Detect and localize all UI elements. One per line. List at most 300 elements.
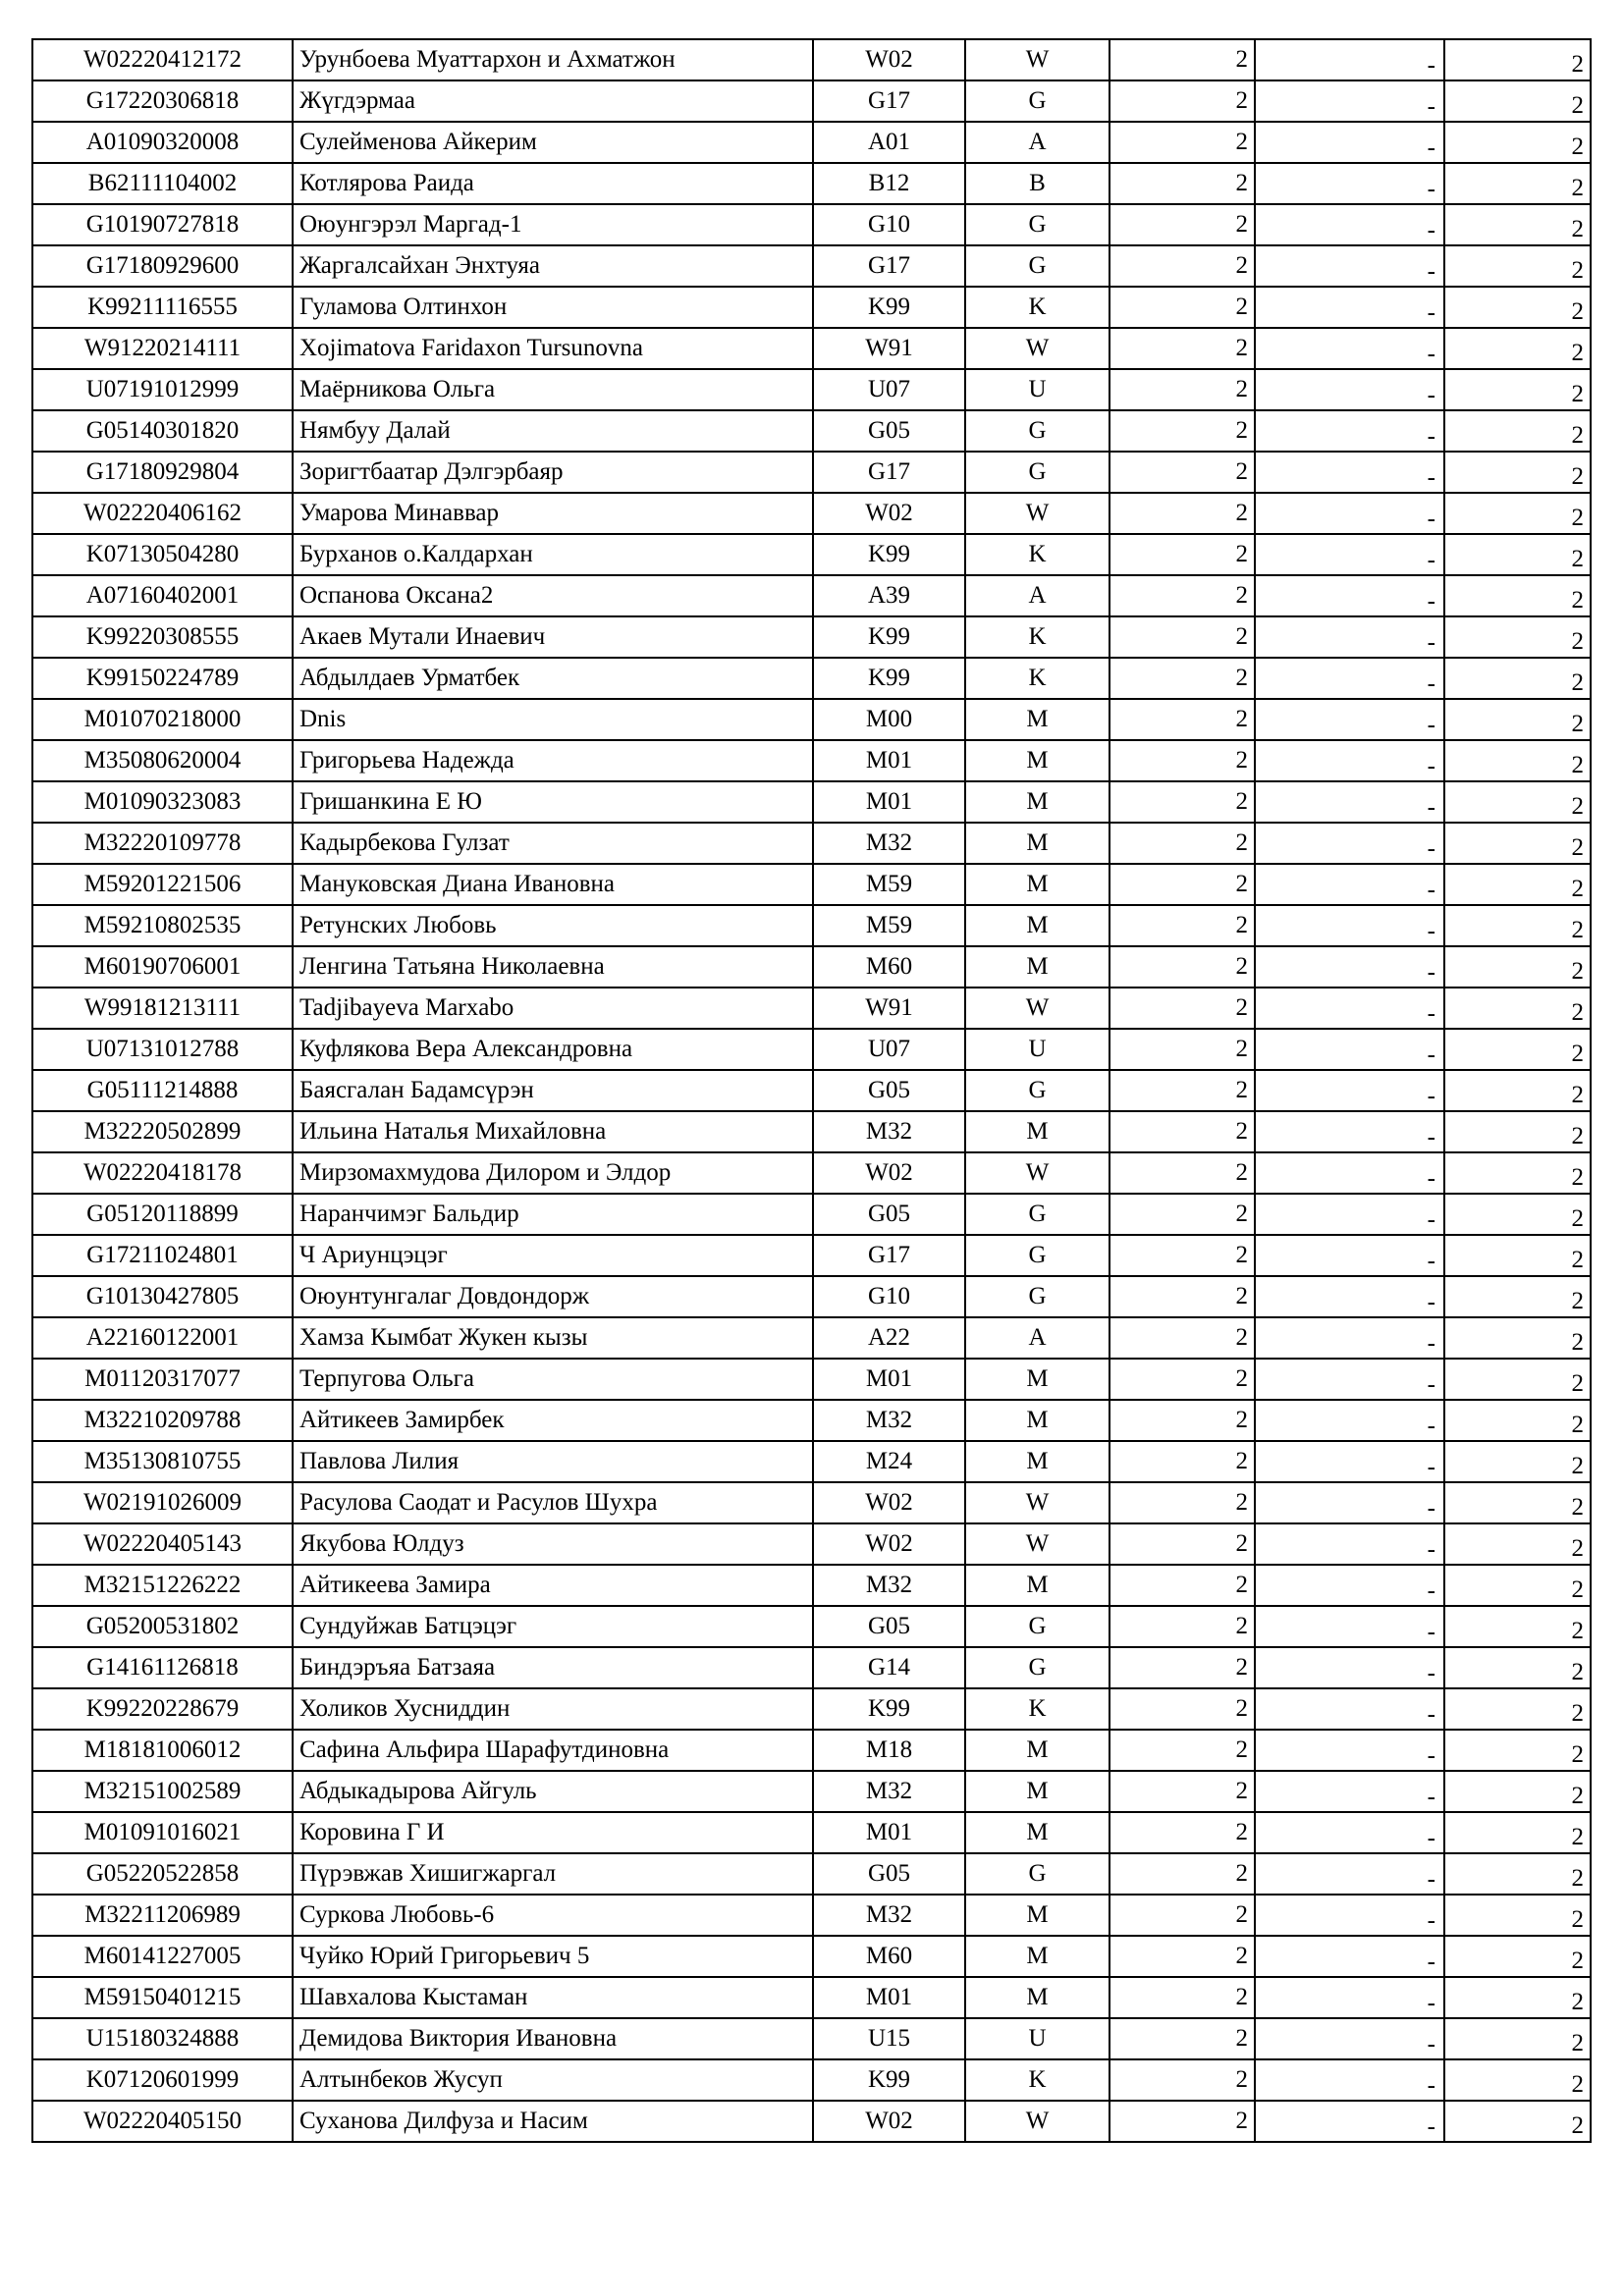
empty-value-cell: -: [1255, 2059, 1444, 2101]
table-row: [32, 287, 1591, 328]
empty-value-cell: -: [1255, 1688, 1444, 1730]
total-cell: 2: [1444, 658, 1591, 699]
table-row: [32, 1812, 1591, 1853]
empty-value-cell: -: [1255, 369, 1444, 410]
region-letter-cell: W: [965, 493, 1110, 534]
quantity-cell: 2: [1110, 2059, 1255, 2101]
total-cell: 2: [1444, 2101, 1591, 2142]
quantity-cell: 2: [1110, 1812, 1255, 1853]
group-code-cell: G17: [813, 1235, 965, 1276]
quantity-cell: 2: [1110, 1977, 1255, 2018]
total-cell: 2: [1444, 823, 1591, 864]
table-row: [32, 1152, 1591, 1194]
member-name-cell: Ч Ариунцэцэг: [293, 1235, 813, 1276]
quantity-cell: 2: [1110, 1235, 1255, 1276]
member-name-cell: Сулейменова Айкерим: [293, 122, 813, 163]
member-id-cell: M01120317077: [32, 1359, 293, 1400]
total-cell: 2: [1444, 493, 1591, 534]
total-cell: 2: [1444, 1441, 1591, 1482]
region-letter-cell: G: [965, 204, 1110, 245]
table-row: [32, 1895, 1591, 1936]
table-row: [32, 946, 1591, 988]
member-name-cell: Суханова Дилфуза и Насим: [293, 2101, 813, 2142]
total-cell: 2: [1444, 245, 1591, 287]
total-cell: 2: [1444, 781, 1591, 823]
group-code-cell: K99: [813, 1688, 965, 1730]
total-cell: 2: [1444, 988, 1591, 1029]
quantity-cell: 2: [1110, 1111, 1255, 1152]
region-letter-cell: M: [965, 1400, 1110, 1441]
region-letter-cell: W: [965, 328, 1110, 369]
empty-value-cell: -: [1255, 1730, 1444, 1771]
total-cell: 2: [1444, 1152, 1591, 1194]
group-code-cell: G10: [813, 204, 965, 245]
quantity-cell: 2: [1110, 1565, 1255, 1606]
member-id-cell: G17180929804: [32, 452, 293, 493]
region-letter-cell: M: [965, 823, 1110, 864]
member-id-cell: G14161126818: [32, 1647, 293, 1688]
member-name-cell: Нямбуу Далай: [293, 410, 813, 452]
member-id-cell: U15180324888: [32, 2018, 293, 2059]
table-row: [32, 1606, 1591, 1647]
quantity-cell: 2: [1110, 1523, 1255, 1565]
member-name-cell: Коровина Г И: [293, 1812, 813, 1853]
region-letter-cell: M: [965, 1441, 1110, 1482]
region-letter-cell: W: [965, 1523, 1110, 1565]
total-cell: 2: [1444, 122, 1591, 163]
group-code-cell: M18: [813, 1730, 965, 1771]
empty-value-cell: -: [1255, 80, 1444, 122]
member-id-cell: M59150401215: [32, 1977, 293, 2018]
empty-value-cell: -: [1255, 1276, 1444, 1317]
quantity-cell: 2: [1110, 204, 1255, 245]
table-row: [32, 740, 1591, 781]
region-letter-cell: G: [965, 1070, 1110, 1111]
quantity-cell: 2: [1110, 616, 1255, 658]
empty-value-cell: -: [1255, 204, 1444, 245]
empty-value-cell: -: [1255, 1441, 1444, 1482]
members-table: [31, 38, 1592, 2143]
group-code-cell: A22: [813, 1317, 965, 1359]
region-letter-cell: W: [965, 2101, 1110, 2142]
table-row: [32, 122, 1591, 163]
member-id-cell: K99150224789: [32, 658, 293, 699]
member-name-cell: Урунбоева Муаттархон и Ахматжон: [293, 39, 813, 80]
member-name-cell: Сафина Альфира Шарафутдиновна: [293, 1730, 813, 1771]
table-row: [32, 1688, 1591, 1730]
empty-value-cell: -: [1255, 1482, 1444, 1523]
region-letter-cell: M: [965, 1812, 1110, 1853]
quantity-cell: 2: [1110, 245, 1255, 287]
table-row: [32, 163, 1591, 204]
empty-value-cell: -: [1255, 1152, 1444, 1194]
member-name-cell: Шавхалова Кыстаман: [293, 1977, 813, 2018]
member-id-cell: W02220405143: [32, 1523, 293, 1565]
quantity-cell: 2: [1110, 1895, 1255, 1936]
total-cell: 2: [1444, 1070, 1591, 1111]
region-letter-cell: M: [965, 864, 1110, 905]
region-letter-cell: M: [965, 781, 1110, 823]
quantity-cell: 2: [1110, 1029, 1255, 1070]
table-row: [32, 204, 1591, 245]
region-letter-cell: M: [965, 1730, 1110, 1771]
region-letter-cell: B: [965, 163, 1110, 204]
region-letter-cell: G: [965, 80, 1110, 122]
region-letter-cell: G: [965, 1235, 1110, 1276]
total-cell: 2: [1444, 534, 1591, 575]
empty-value-cell: -: [1255, 1400, 1444, 1441]
total-cell: 2: [1444, 1977, 1591, 2018]
quantity-cell: 2: [1110, 534, 1255, 575]
quantity-cell: 2: [1110, 163, 1255, 204]
quantity-cell: 2: [1110, 39, 1255, 80]
total-cell: 2: [1444, 410, 1591, 452]
total-cell: 2: [1444, 39, 1591, 80]
total-cell: 2: [1444, 1359, 1591, 1400]
table-row: [32, 1936, 1591, 1977]
quantity-cell: 2: [1110, 122, 1255, 163]
member-name-cell: Бурханов о.Калдархан: [293, 534, 813, 575]
table-row: [32, 781, 1591, 823]
total-cell: 2: [1444, 616, 1591, 658]
empty-value-cell: -: [1255, 1029, 1444, 1070]
table-row: [32, 369, 1591, 410]
table-row: [32, 1523, 1591, 1565]
total-cell: 2: [1444, 1730, 1591, 1771]
region-letter-cell: M: [965, 1111, 1110, 1152]
table-row: [32, 1400, 1591, 1441]
region-letter-cell: M: [965, 1936, 1110, 1977]
region-letter-cell: U: [965, 2018, 1110, 2059]
member-name-cell: Жүгдэрмаа: [293, 80, 813, 122]
member-id-cell: G10190727818: [32, 204, 293, 245]
group-code-cell: K99: [813, 616, 965, 658]
member-name-cell: Демидова Виктория Ивановна: [293, 2018, 813, 2059]
group-code-cell: M01: [813, 781, 965, 823]
empty-value-cell: -: [1255, 1977, 1444, 2018]
quantity-cell: 2: [1110, 1441, 1255, 1482]
member-name-cell: Куфлякова Вера Александровна: [293, 1029, 813, 1070]
member-name-cell: Оюунтунгалаг Довдондорж: [293, 1276, 813, 1317]
member-id-cell: M35130810755: [32, 1441, 293, 1482]
total-cell: 2: [1444, 452, 1591, 493]
member-id-cell: M60141227005: [32, 1936, 293, 1977]
total-cell: 2: [1444, 369, 1591, 410]
region-letter-cell: M: [965, 905, 1110, 946]
total-cell: 2: [1444, 1400, 1591, 1441]
quantity-cell: 2: [1110, 946, 1255, 988]
region-letter-cell: A: [965, 122, 1110, 163]
group-code-cell: K99: [813, 287, 965, 328]
empty-value-cell: -: [1255, 1235, 1444, 1276]
group-code-cell: B12: [813, 163, 965, 204]
member-id-cell: G05111214888: [32, 1070, 293, 1111]
group-code-cell: G17: [813, 80, 965, 122]
group-code-cell: M59: [813, 864, 965, 905]
table-row: [32, 823, 1591, 864]
empty-value-cell: -: [1255, 1936, 1444, 1977]
member-id-cell: G10130427805: [32, 1276, 293, 1317]
total-cell: 2: [1444, 1523, 1591, 1565]
member-name-cell: Мануковская Диана Ивановна: [293, 864, 813, 905]
group-code-cell: K99: [813, 658, 965, 699]
quantity-cell: 2: [1110, 2101, 1255, 2142]
member-id-cell: W02220412172: [32, 39, 293, 80]
total-cell: 2: [1444, 1317, 1591, 1359]
empty-value-cell: -: [1255, 658, 1444, 699]
member-name-cell: Ильина Наталья Михайловна: [293, 1111, 813, 1152]
quantity-cell: 2: [1110, 1688, 1255, 1730]
quantity-cell: 2: [1110, 575, 1255, 616]
region-letter-cell: U: [965, 1029, 1110, 1070]
member-id-cell: G05120118899: [32, 1194, 293, 1235]
member-name-cell: Котлярова Раида: [293, 163, 813, 204]
member-id-cell: A01090320008: [32, 122, 293, 163]
member-name-cell: Расулова Саодат и Расулов Шухра: [293, 1482, 813, 1523]
member-name-cell: Чуйко Юрий Григорьевич 5: [293, 1936, 813, 1977]
total-cell: 2: [1444, 1276, 1591, 1317]
member-id-cell: M01091016021: [32, 1812, 293, 1853]
region-letter-cell: G: [965, 1194, 1110, 1235]
empty-value-cell: -: [1255, 287, 1444, 328]
quantity-cell: 2: [1110, 1317, 1255, 1359]
region-letter-cell: M: [965, 1977, 1110, 2018]
table-row: [32, 1482, 1591, 1523]
empty-value-cell: -: [1255, 39, 1444, 80]
total-cell: 2: [1444, 575, 1591, 616]
group-code-cell: M01: [813, 1977, 965, 2018]
member-name-cell: Абдыкадырова Айгуль: [293, 1771, 813, 1812]
region-letter-cell: U: [965, 369, 1110, 410]
table-row: [32, 410, 1591, 452]
empty-value-cell: -: [1255, 410, 1444, 452]
member-id-cell: G17220306818: [32, 80, 293, 122]
member-id-cell: W91220214111: [32, 328, 293, 369]
region-letter-cell: W: [965, 39, 1110, 80]
group-code-cell: G05: [813, 1194, 965, 1235]
group-code-cell: M32: [813, 1565, 965, 1606]
table-row: [32, 988, 1591, 1029]
empty-value-cell: -: [1255, 2018, 1444, 2059]
empty-value-cell: -: [1255, 1853, 1444, 1895]
region-letter-cell: G: [965, 1276, 1110, 1317]
member-id-cell: W02220418178: [32, 1152, 293, 1194]
group-code-cell: G17: [813, 245, 965, 287]
empty-value-cell: -: [1255, 616, 1444, 658]
member-id-cell: G05140301820: [32, 410, 293, 452]
total-cell: 2: [1444, 1194, 1591, 1235]
member-name-cell: Мирзомахмудова Дилором и Элдор: [293, 1152, 813, 1194]
region-letter-cell: M: [965, 1771, 1110, 1812]
region-letter-cell: M: [965, 1565, 1110, 1606]
empty-value-cell: -: [1255, 946, 1444, 988]
total-cell: 2: [1444, 864, 1591, 905]
group-code-cell: M01: [813, 740, 965, 781]
quantity-cell: 2: [1110, 658, 1255, 699]
group-code-cell: G05: [813, 1070, 965, 1111]
empty-value-cell: -: [1255, 1523, 1444, 1565]
table-row: [32, 1441, 1591, 1482]
member-id-cell: G05200531802: [32, 1606, 293, 1647]
total-cell: 2: [1444, 163, 1591, 204]
empty-value-cell: -: [1255, 2101, 1444, 2142]
member-name-cell: Айтикеев Замирбек: [293, 1400, 813, 1441]
member-id-cell: K99220228679: [32, 1688, 293, 1730]
group-code-cell: M32: [813, 1895, 965, 1936]
region-letter-cell: M: [965, 740, 1110, 781]
quantity-cell: 2: [1110, 1400, 1255, 1441]
table-row: [32, 699, 1591, 740]
table-row: [32, 1070, 1591, 1111]
total-cell: 2: [1444, 1936, 1591, 1977]
group-code-cell: W91: [813, 328, 965, 369]
group-code-cell: G10: [813, 1276, 965, 1317]
member-name-cell: Ретунских Любовь: [293, 905, 813, 946]
group-code-cell: G17: [813, 452, 965, 493]
group-code-cell: W02: [813, 1523, 965, 1565]
member-name-cell: Гуламова Олтинхон: [293, 287, 813, 328]
member-id-cell: U07131012788: [32, 1029, 293, 1070]
group-code-cell: W91: [813, 988, 965, 1029]
quantity-cell: 2: [1110, 699, 1255, 740]
member-id-cell: M60190706001: [32, 946, 293, 988]
group-code-cell: W02: [813, 39, 965, 80]
member-id-cell: G17180929600: [32, 245, 293, 287]
table-row: [32, 616, 1591, 658]
quantity-cell: 2: [1110, 80, 1255, 122]
table-row: [32, 1771, 1591, 1812]
member-id-cell: M32220109778: [32, 823, 293, 864]
region-letter-cell: W: [965, 1152, 1110, 1194]
empty-value-cell: -: [1255, 1194, 1444, 1235]
table-row: [32, 1977, 1591, 2018]
total-cell: 2: [1444, 699, 1591, 740]
group-code-cell: G14: [813, 1647, 965, 1688]
member-name-cell: Dnis: [293, 699, 813, 740]
member-id-cell: W02191026009: [32, 1482, 293, 1523]
member-name-cell: Григорьева Надежда: [293, 740, 813, 781]
group-code-cell: M32: [813, 1771, 965, 1812]
member-name-cell: Алтынбеков Жусуп: [293, 2059, 813, 2101]
empty-value-cell: -: [1255, 1565, 1444, 1606]
empty-value-cell: -: [1255, 163, 1444, 204]
table-row: [32, 1235, 1591, 1276]
member-id-cell: K07120601999: [32, 2059, 293, 2101]
group-code-cell: M32: [813, 1400, 965, 1441]
quantity-cell: 2: [1110, 1152, 1255, 1194]
group-code-cell: M32: [813, 823, 965, 864]
quantity-cell: 2: [1110, 328, 1255, 369]
quantity-cell: 2: [1110, 905, 1255, 946]
table-row: [32, 1111, 1591, 1152]
member-id-cell: M01090323083: [32, 781, 293, 823]
empty-value-cell: -: [1255, 328, 1444, 369]
table-row: [32, 328, 1591, 369]
table-row: [32, 1853, 1591, 1895]
member-name-cell: Оюунгэрэл Маргад-1: [293, 204, 813, 245]
table-row: [32, 1276, 1591, 1317]
group-code-cell: U07: [813, 1029, 965, 1070]
group-code-cell: M59: [813, 905, 965, 946]
member-id-cell: A22160122001: [32, 1317, 293, 1359]
member-name-cell: Акаев Мутали Инаевич: [293, 616, 813, 658]
total-cell: 2: [1444, 2018, 1591, 2059]
quantity-cell: 2: [1110, 410, 1255, 452]
empty-value-cell: -: [1255, 452, 1444, 493]
table-row: [32, 1194, 1591, 1235]
group-code-cell: K99: [813, 534, 965, 575]
quantity-cell: 2: [1110, 369, 1255, 410]
empty-value-cell: -: [1255, 1070, 1444, 1111]
group-code-cell: M24: [813, 1441, 965, 1482]
region-letter-cell: K: [965, 658, 1110, 699]
quantity-cell: 2: [1110, 1194, 1255, 1235]
member-name-cell: Xojimatova Faridaxon Tursunovna: [293, 328, 813, 369]
member-name-cell: Айтикеева Замира: [293, 1565, 813, 1606]
member-id-cell: K07130504280: [32, 534, 293, 575]
group-code-cell: M00: [813, 699, 965, 740]
quantity-cell: 2: [1110, 1853, 1255, 1895]
quantity-cell: 2: [1110, 1482, 1255, 1523]
member-id-cell: G05220522858: [32, 1853, 293, 1895]
total-cell: 2: [1444, 1812, 1591, 1853]
empty-value-cell: -: [1255, 1317, 1444, 1359]
region-letter-cell: G: [965, 245, 1110, 287]
quantity-cell: 2: [1110, 988, 1255, 1029]
member-id-cell: W99181213111: [32, 988, 293, 1029]
empty-value-cell: -: [1255, 245, 1444, 287]
quantity-cell: 2: [1110, 1730, 1255, 1771]
member-id-cell: M35080620004: [32, 740, 293, 781]
member-id-cell: U07191012999: [32, 369, 293, 410]
quantity-cell: 2: [1110, 287, 1255, 328]
member-id-cell: W02220405150: [32, 2101, 293, 2142]
group-code-cell: G05: [813, 1606, 965, 1647]
table-row: [32, 39, 1591, 80]
member-name-cell: Якубова Юлдуз: [293, 1523, 813, 1565]
group-code-cell: M32: [813, 1111, 965, 1152]
quantity-cell: 2: [1110, 1606, 1255, 1647]
member-name-cell: Кадырбекова Гулзат: [293, 823, 813, 864]
member-name-cell: Баясгалан Бадамсүрэн: [293, 1070, 813, 1111]
group-code-cell: K99: [813, 2059, 965, 2101]
total-cell: 2: [1444, 287, 1591, 328]
group-code-cell: M01: [813, 1812, 965, 1853]
table-row: [32, 1359, 1591, 1400]
region-letter-cell: M: [965, 946, 1110, 988]
total-cell: 2: [1444, 1482, 1591, 1523]
group-code-cell: M60: [813, 1936, 965, 1977]
member-name-cell: Гришанкина Е Ю: [293, 781, 813, 823]
region-letter-cell: A: [965, 1317, 1110, 1359]
member-name-cell: Сундуйжав Батцэцэг: [293, 1606, 813, 1647]
empty-value-cell: -: [1255, 1812, 1444, 1853]
table-row: [32, 452, 1591, 493]
empty-value-cell: -: [1255, 1647, 1444, 1688]
total-cell: 2: [1444, 1895, 1591, 1936]
empty-value-cell: -: [1255, 699, 1444, 740]
empty-value-cell: -: [1255, 988, 1444, 1029]
group-code-cell: A39: [813, 575, 965, 616]
group-code-cell: W02: [813, 1482, 965, 1523]
member-name-cell: Абдылдаев Урматбек: [293, 658, 813, 699]
region-letter-cell: G: [965, 452, 1110, 493]
group-code-cell: G05: [813, 1853, 965, 1895]
total-cell: 2: [1444, 2059, 1591, 2101]
empty-value-cell: -: [1255, 823, 1444, 864]
table-row: [32, 1565, 1591, 1606]
region-letter-cell: K: [965, 287, 1110, 328]
